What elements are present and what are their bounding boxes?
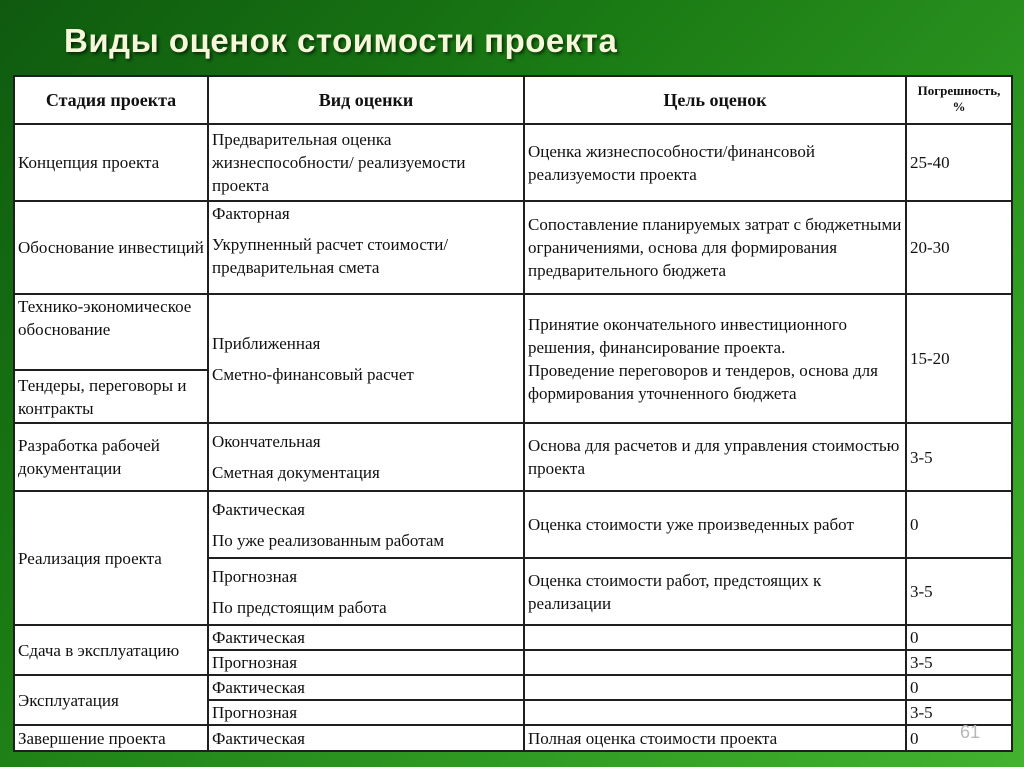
cell-error: 3-5 [906, 650, 1012, 675]
kind-label: Фактическая [212, 499, 305, 519]
header-error: Погрешность, % [906, 76, 1012, 124]
goal-part: Проведение переговоров и тендеров, основа для формирования уточненного бюджета [528, 360, 878, 403]
cell-kind: Прогнозная [208, 650, 524, 675]
page-title: Виды оценок стоимости проекта [64, 22, 618, 59]
cell-goal [524, 625, 906, 650]
cell-error: 25-40 [906, 124, 1012, 201]
slide-number: 61 [959, 722, 980, 742]
table-row [14, 294, 1012, 370]
cell-kind [208, 491, 524, 558]
cell-stage: Тендеры, переговоры и контракты [14, 370, 208, 423]
cell-error: 0 [906, 675, 1012, 700]
cell-stage: Технико-экономическое обоснование [14, 294, 208, 370]
cell-kind: Прогнозная [208, 700, 524, 725]
cell-kind: Фактическая [208, 725, 524, 751]
cell-goal: Сопоставление планируемых затрат с бюджетными ограничениями, основа для формирования предварительного бюджета [524, 201, 906, 294]
cell-kind: Предварительная оценка жизнеспособности/ реализуемости проекта [208, 124, 524, 201]
header-kind: Вид оценки [208, 76, 524, 124]
cell-stage: Обоснование инвестиций [14, 201, 208, 294]
cell-kind [208, 558, 524, 625]
cell-goal: Основа для расчетов и для управления стоимостью проекта [524, 423, 906, 491]
header-stage: Стадия проекта [14, 76, 208, 124]
cell-kind: Фактическая [208, 675, 524, 700]
table-row [14, 625, 1012, 650]
cell-goal: Полная оценка стоимости проекта [524, 725, 906, 751]
cell-kind [208, 201, 524, 294]
table-row [14, 675, 1012, 700]
kind-label: Прогнозная [212, 566, 298, 586]
goal-part: Принятие окончательного инвестиционного решения, финансирование проекта. [528, 314, 847, 357]
cell-goal [524, 650, 906, 675]
cell-error: 0 [906, 725, 1012, 751]
kind-label: Приближенная [212, 333, 321, 353]
header-goal: Цель оценок [524, 76, 906, 124]
cell-kind: Фактическая [208, 625, 524, 650]
kind-method: Сметно-финансовый расчет [212, 364, 414, 384]
kind-method: По уже реализованным работам [212, 530, 445, 550]
kind-method: Укрупненный расчет стоимости/ предварительная смета [212, 235, 449, 277]
cell-goal [524, 675, 906, 700]
table-row [14, 725, 1012, 751]
cell-error: 15-20 [906, 294, 1012, 423]
cell-stage: Завершение проекта [14, 725, 208, 751]
kind-label: Окончательная [212, 432, 321, 451]
cell-stage: Эксплуатация [14, 675, 208, 725]
cell-goal: Оценка жизнеспособности/финансовой реализуемости проекта [524, 124, 906, 201]
table-row [14, 491, 1012, 558]
table-row [14, 423, 1012, 491]
cell-error: 0 [906, 625, 1012, 650]
cell-stage: Реализация проекта [14, 491, 208, 625]
cell-stage: Разработка рабочей документации [14, 423, 208, 491]
cell-goal: Оценка стоимости уже произведенных работ [524, 491, 906, 558]
table-row [14, 124, 1012, 201]
cell-goal [524, 700, 906, 725]
cell-goal: Оценка стоимости работ, предстоящих к реализации [524, 558, 906, 625]
kind-label: Факторная [212, 204, 290, 223]
cell-stage: Сдача в эксплуатацию [14, 625, 208, 675]
cell-error: 3-5 [906, 423, 1012, 491]
cell-error: 3-5 [906, 700, 1012, 725]
table-row [14, 201, 1012, 294]
header-row [14, 76, 1012, 124]
kind-method: Сметная документация [212, 463, 380, 482]
cell-kind [208, 294, 524, 423]
cell-kind [208, 423, 524, 491]
kind-method: По предстоящим работа [212, 597, 387, 617]
cost-estimates-table [13, 75, 1013, 752]
cell-error: 20-30 [906, 201, 1012, 294]
cell-error: 3-5 [906, 558, 1012, 625]
cell-error: 0 [906, 491, 1012, 558]
cell-stage: Концепция проекта [14, 124, 208, 201]
cell-goal [524, 294, 906, 423]
